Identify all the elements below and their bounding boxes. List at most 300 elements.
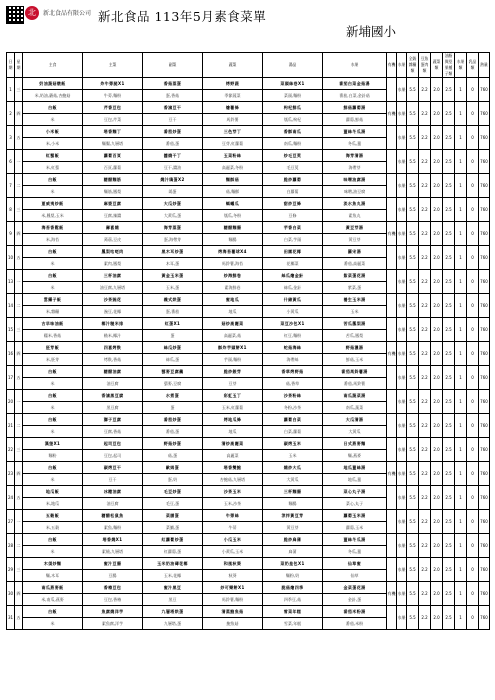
fruit-cell: 水果 [397, 222, 407, 246]
dish-cell: 起司豆包 [83, 438, 143, 450]
dish-cell: 香酥南瓜 [263, 126, 323, 138]
ingredient-cell: 蛋,奶 [143, 474, 203, 486]
ingredient-cell: 菜心,丸子 [323, 498, 387, 510]
ingredient-cell: 地瓜,薑 [323, 474, 387, 486]
day-cell: 28 [7, 534, 15, 558]
nutrition-cell: 2.2 [419, 342, 431, 366]
ingredient-cell: 米 [23, 258, 83, 270]
nutrition-cell: 2.5 [443, 294, 455, 318]
organic-cell [387, 606, 397, 630]
ingredient-cell: 糯米,香菇 [23, 330, 83, 342]
col-soup2: 水果 [323, 53, 387, 78]
ingredient-cell: 米 [23, 402, 83, 414]
nutrition-cell: 2.0 [431, 318, 443, 342]
ingredient-cell: 秋葵 [203, 570, 263, 582]
nutrition-cell: 1 [455, 438, 467, 462]
dish-cell: 脆炒蘿蔔 [263, 174, 323, 186]
nutrition-cell: 0 [467, 414, 479, 438]
dish-cell: 糖醋麵腸 [203, 222, 263, 234]
nutrition-cell: 760 [479, 558, 490, 582]
nutrition-cell: 2.5 [443, 462, 455, 486]
table-row [7, 126, 490, 138]
fruit-cell: 水果 [397, 342, 407, 366]
ingredient-cell: 金針,蛋 [323, 594, 387, 606]
weekday-cell: 三 [15, 198, 23, 222]
organic-cell: 有機 [387, 582, 397, 606]
nutrition-cell: 5.5 [407, 222, 419, 246]
dish-cell: 水煮蛋 [143, 390, 203, 402]
nutrition-cell: 0 [467, 366, 479, 390]
dish-cell: 奶油蔬菇燉飯 [23, 78, 83, 90]
nutrition-cell: 2.2 [419, 78, 431, 102]
nutrition-cell: 1 [455, 366, 467, 390]
nutrition-cell: 1 [455, 318, 467, 342]
table-row [7, 438, 490, 450]
weekday-cell: 五 [15, 606, 23, 630]
col-soup: 湯品 [263, 53, 323, 78]
nutrition-cell: 2.2 [419, 294, 431, 318]
dish-cell: 燒炒大瓜 [263, 462, 323, 474]
day-cell: 31 [7, 606, 15, 630]
nutrition-cell: 2.5 [443, 174, 455, 198]
ingredient-cell: 豆條 [263, 210, 323, 222]
dish-cell: 白飯 [23, 270, 83, 282]
nutrition-cell: 1 [455, 582, 467, 606]
day-cell: 17 [7, 366, 15, 390]
ingredient-cell: 蒟蒻,豆皮 [83, 234, 143, 246]
ingredient-cell: 苦瓜,鳳梨 [323, 330, 387, 342]
nutrition-cell: 5.5 [407, 150, 419, 174]
dish-cell: 南瓜蔬菜湯 [323, 390, 387, 402]
nutrition-cell: 2.2 [419, 318, 431, 342]
dish-cell: 白飯 [23, 414, 83, 426]
ingredient-cell: 油豆腐,九層塔 [83, 282, 143, 294]
nutrition-cell: 760 [479, 510, 490, 534]
dish-cell: 塔香麵丁 [83, 126, 143, 138]
nutrition-cell: 0 [467, 198, 479, 222]
dish-cell: 夏威夷炒飯 [23, 198, 83, 210]
col-day: 日期 [7, 53, 15, 78]
ingredient-cell: 米,南瓜,燕麥 [23, 594, 83, 606]
dish-cell: 白飯 [23, 606, 83, 618]
ingredient-cell: 豆干 [83, 474, 143, 486]
ingredient-cell: 季節蔬菜 [203, 90, 263, 102]
fruit-cell: 水果 [397, 438, 407, 462]
nutrition-cell: 760 [479, 462, 490, 486]
nutrition-cell: 0 [467, 534, 479, 558]
dish-cell: 紅藜飯 [23, 150, 83, 162]
nutrition-cell: 0 [467, 582, 479, 606]
nutrition-cell: 5.5 [407, 342, 419, 366]
weekday-cell: 三 [15, 438, 23, 462]
ingredient-cell: 木耳,蛋 [143, 258, 203, 270]
nutrition-cell: 1 [455, 510, 467, 534]
table-row [7, 222, 490, 234]
nutrition-cell: 2.5 [443, 126, 455, 150]
ingredient-cell: 素燒,九層塔 [83, 546, 143, 558]
nutrition-cell: 2.5 [443, 222, 455, 246]
ingredient-cell: 絲瓜,金針 [263, 282, 323, 294]
nutrition-cell: 2.0 [431, 510, 443, 534]
nutrition-cell: 2.5 [443, 342, 455, 366]
ingredient-cell: 百頁,蘿蔔 [83, 162, 143, 174]
nutrition-cell: 2.0 [431, 486, 443, 510]
dish-cell: 胚芽飯 [23, 342, 83, 354]
day-cell: 1 [7, 78, 15, 102]
nutrition-cell: 2.2 [419, 390, 431, 414]
nutrition-cell: 0 [467, 78, 479, 102]
nutrition-cell: 760 [479, 486, 490, 510]
dish-cell: 古早味油飯 [23, 318, 83, 330]
organic-cell [387, 486, 397, 510]
nutrition-cell: 2.0 [431, 534, 443, 558]
organic-cell [387, 414, 397, 438]
ingredient-cell: 大黃瓜 [263, 474, 323, 486]
day-cell: 6 [7, 150, 15, 174]
nutrition-cell: 1 [455, 270, 467, 294]
nutrition-cell: 2.2 [419, 438, 431, 462]
dish-cell: 彩虹玉丁 [203, 390, 263, 402]
dish-cell: 脆菇燴四季 [263, 582, 323, 594]
nutrition-cell: 1 [455, 222, 467, 246]
nutrition-cell: 0 [467, 222, 479, 246]
fruit-cell: 水果 [397, 486, 407, 510]
organic-cell: 有機 [387, 222, 397, 246]
ingredient-cell: 冬粉,沙茶 [263, 402, 323, 414]
ingredient-cell: 芋頭,麵粉 [203, 354, 263, 366]
table-row [7, 390, 490, 402]
dish-cell: 海苔香鬆飯 [23, 222, 83, 234]
ingredient-cell: 米,雜糧 [23, 306, 83, 318]
nutrition-cell: 1 [455, 486, 467, 510]
ingredient-cell: 小黃瓜 [263, 306, 323, 318]
nutrition-cell: 2.5 [443, 318, 455, 342]
nutrition-cell: 5.5 [407, 126, 419, 150]
nutrition-cell: 2.0 [431, 78, 443, 102]
ingredient-cell: 蛋,海帶芽 [143, 234, 203, 246]
dish-cell: 鮮菇蘿蔔湯 [323, 102, 387, 114]
ingredient-cell: 素魚丸 [323, 210, 387, 222]
nutrition-cell: 1 [455, 150, 467, 174]
ingredient-cell: 素魚,麵粉 [83, 522, 143, 534]
dish-cell: 炸牛蒡腿X1 [83, 78, 143, 90]
dish-cell: 炒毛豆莢 [263, 150, 323, 162]
organic-cell [387, 510, 397, 534]
ingredient-cell: 紅豆,麵粉 [263, 330, 323, 342]
organic-cell [387, 126, 397, 150]
col-calories: 熱量 [479, 53, 490, 78]
nutrition-cell: 5.5 [407, 558, 419, 582]
dish-cell: 五穀飯 [23, 510, 83, 522]
dish-cell: 碳烤豆干 [83, 462, 143, 474]
dish-cell: 蜜地瓜 [203, 294, 263, 306]
nutrition-cell: 2.5 [443, 390, 455, 414]
dish-cell: 糖醋油腐 [83, 366, 143, 378]
ingredient-cell: 麵腸 [203, 234, 263, 246]
dish-cell: 烤海苔薯球X4 [203, 246, 263, 258]
dish-cell: 醬燒干丁 [143, 150, 203, 162]
fruit-cell: 水果 [397, 582, 407, 606]
nutrition-cell: 2.5 [443, 486, 455, 510]
ingredient-cell: 米 [23, 474, 83, 486]
table-row [7, 414, 490, 426]
day-cell: 14 [7, 294, 15, 318]
ingredient-cell: 鴿蛋 [143, 186, 203, 198]
col-side: 副菜 [143, 53, 203, 78]
fruit-cell: 水果 [397, 462, 407, 486]
dish-cell: 義式烘蛋 [143, 294, 203, 306]
dish-cell: 番茄炒蛋 [143, 126, 203, 138]
nutrition-cell: 1 [455, 174, 467, 198]
ingredient-cell: 豆腐,香菇 [83, 426, 143, 438]
ingredient-cell: 小黃瓜,玉米 [203, 546, 263, 558]
nutrition-cell: 1 [455, 342, 467, 366]
ingredient-cell: 麵粉 [23, 450, 83, 462]
nutrition-cell: 2.2 [419, 150, 431, 174]
organic-cell [387, 366, 397, 390]
nutrition-cell: 1 [455, 462, 467, 486]
nutrition-cell: 2.0 [431, 150, 443, 174]
table-row [7, 342, 490, 354]
ingredient-cell: 海帶芽 [323, 162, 387, 174]
dish-cell: 椰汁糙米排 [83, 318, 143, 330]
ingredient-cell: 蛋,番茄 [143, 306, 203, 318]
table-row [7, 486, 490, 498]
col-main: 主菜 [83, 53, 143, 78]
ingredient-cell: 豆干,醬油 [143, 162, 203, 174]
ingredient-cell: 油豆腐 [83, 378, 143, 390]
nutrition-cell: 2.5 [443, 438, 455, 462]
dish-cell: 麻婆豆腐 [83, 198, 143, 210]
ingredient-cell: 菜頭,麵粉 [263, 90, 323, 102]
dish-cell: 野菇炒蛋 [143, 438, 203, 450]
table-row [7, 534, 490, 546]
organic-cell [387, 78, 397, 102]
dish-cell: 烤野蔬 [203, 78, 263, 90]
nutrition-cell: 2.0 [431, 438, 443, 462]
dish-cell: 糖醋麵筋 [83, 174, 143, 186]
dish-cell: 田園花椰 [263, 246, 323, 258]
ingredient-cell: 麵腸,九層塔 [83, 138, 143, 150]
fruit-cell: 水果 [397, 246, 407, 270]
ingredient-cell: 鮑魚菇 [203, 618, 263, 630]
ingredient-cell: 菇,蛋 [143, 450, 203, 462]
nutrition-cell: 5.5 [407, 366, 419, 390]
nutrition-cell: 2.0 [431, 462, 443, 486]
dish-cell: 羅宋湯 [323, 246, 387, 258]
dish-cell: 薑絲冬瓜湯 [323, 534, 387, 546]
weekday-cell: 五 [15, 126, 23, 150]
ingredient-cell: 蛋 [143, 330, 203, 342]
ingredient-cell: 瓠瓜,枸杞 [263, 114, 323, 126]
ingredient-cell: 黑豆 [143, 594, 203, 606]
nutrition-cell: 5.5 [407, 246, 419, 270]
nutrition-cell: 760 [479, 294, 490, 318]
nutrition-cell: 1 [455, 102, 467, 126]
dish-cell: 黃金玉米蛋 [143, 270, 203, 282]
dish-cell: 和風秋葵 [203, 558, 263, 570]
company-name: 新北食品有限公司 [43, 10, 92, 17]
fruit-cell: 水果 [397, 606, 407, 630]
qr-code[interactable] [6, 6, 24, 24]
ingredient-cell: 油豆腐 [83, 498, 143, 510]
ingredient-cell: 豆包,起司 [83, 450, 143, 462]
table-row [7, 510, 490, 522]
ingredient-cell: 毛豆莢 [263, 162, 323, 174]
nutrition-cell: 2.0 [431, 414, 443, 438]
day-cell: 3 [7, 126, 15, 150]
nutrition-cell: 1 [455, 414, 467, 438]
dish-cell: 歐姆蛋 [143, 462, 203, 474]
fruit-cell: 水果 [397, 102, 407, 126]
nutrition-cell: 2.2 [419, 414, 431, 438]
ingredient-cell: 藜麥,豆腐 [143, 378, 203, 390]
nutrition-cell: 760 [479, 414, 490, 438]
dish-cell: 糖醋松鼠魚 [83, 510, 143, 522]
nutrition-cell: 2.2 [419, 270, 431, 294]
nutrition-cell: 0 [467, 342, 479, 366]
weekday-cell: 三 [15, 78, 23, 102]
organic-cell [387, 150, 397, 174]
dish-cell: 蛇菇海絲 [263, 342, 323, 354]
nutrition-cell: 2.5 [443, 582, 455, 606]
nutrition-cell: 760 [479, 390, 490, 414]
ingredient-cell: 米,小米 [23, 138, 83, 150]
col-dairy: 乳品類 [467, 53, 479, 78]
nutrition-cell: 2.0 [431, 294, 443, 318]
dish-cell: 紅蛋X1 [143, 318, 203, 330]
nutrition-cell: 760 [479, 318, 490, 342]
weekday-cell: 五 [15, 246, 23, 270]
ingredient-cell: 麵腸 [263, 498, 323, 510]
dish-cell: 牛蒡絲 [203, 510, 263, 522]
ingredient-cell: 烤麩,香菇 [83, 354, 143, 366]
weekday-cell: 二 [15, 414, 23, 438]
day-cell: 20 [7, 390, 15, 414]
ingredient-cell: 米 [23, 546, 83, 558]
nutrition-cell: 2.2 [419, 126, 431, 150]
nutrition-cell: 2.0 [431, 126, 443, 150]
nutrition-cell: 0 [467, 318, 479, 342]
dish-cell: 絲瓜炒蛋 [143, 342, 203, 354]
ingredient-cell: 白菜,芋頭 [263, 234, 323, 246]
table-row [7, 318, 490, 330]
col-fruitcol: 水果類 [455, 53, 467, 78]
nutrition-cell: 0 [467, 150, 479, 174]
ingredient-cell: 高麗菜 [203, 450, 263, 462]
nutrition-cell: 0 [467, 174, 479, 198]
dish-cell: 塔香燒X1 [83, 534, 143, 546]
nutrition-cell: 5.5 [407, 390, 419, 414]
weekday-cell: 四 [15, 582, 23, 606]
table-row [7, 294, 490, 306]
dish-cell: 涼拌黃豆芽 [263, 510, 323, 522]
weekday-cell: 二 [15, 174, 23, 198]
dish-cell: 薑絲冬瓜湯 [323, 126, 387, 138]
ingredient-cell: 絲瓜,蛋 [143, 354, 203, 366]
dish-cell: 香滷黑豆腐 [83, 390, 143, 402]
ingredient-cell: 豆腐,辣醬 [83, 210, 143, 222]
ingredient-cell: 高麗菜,冬粉 [203, 162, 263, 174]
weekday-cell: 一 [15, 150, 23, 174]
ingredient-cell: 海帶絲 [263, 354, 323, 366]
ingredient-cell: 蘿蔔,玉米 [323, 522, 387, 534]
fruit-cell: 水果 [397, 270, 407, 294]
ingredient-cell: 米 [23, 114, 83, 126]
dish-cell: 藜麥豆腐羹 [143, 366, 203, 378]
ingredient-cell: 玉米,紅蘿蔔 [203, 402, 263, 414]
table-row [7, 462, 490, 474]
dish-cell: 清蒸鮑魚菇 [203, 606, 263, 618]
fruit-cell: 水果 [397, 414, 407, 438]
ingredient-cell: 豆芽 [203, 378, 263, 390]
organic-cell [387, 390, 397, 414]
dish-cell: 三杯麵腸 [263, 486, 323, 498]
dish-cell: 甜炒豆條 [263, 198, 323, 210]
day-cell: 16 [7, 342, 15, 366]
nutrition-cell: 2.0 [431, 606, 443, 630]
dish-cell: 脆炒扁蒲 [263, 534, 323, 546]
dish-cell: 蘿蔔玉米湯 [323, 510, 387, 522]
nutrition-cell: 2.5 [443, 366, 455, 390]
dish-cell: 雪菜年糕 [263, 606, 323, 618]
nutrition-cell: 2.2 [419, 462, 431, 486]
ingredient-cell: 地瓜 [203, 306, 263, 318]
ingredient-cell: 地瓜 [203, 426, 263, 438]
dish-cell: 日式燕麥麵 [323, 438, 387, 450]
col-protein: 豆魚蛋肉類 [419, 53, 431, 78]
ingredient-cell: 番茄,蛋 [143, 426, 203, 438]
ingredient-cell: 冬瓜,薑 [323, 138, 387, 150]
nutrition-cell: 0 [467, 246, 479, 270]
weekday-cell: 四 [15, 462, 23, 486]
dish-cell: 金菜蛋花湯 [323, 582, 387, 594]
nutrition-cell: 2.5 [443, 558, 455, 582]
dish-cell: 漢堡X1 [23, 438, 83, 450]
nutrition-cell: 0 [467, 462, 479, 486]
dish-cell: 白飯 [23, 174, 83, 186]
day-cell: 27 [7, 510, 15, 534]
table-row [7, 582, 490, 594]
nutrition-cell: 2.0 [431, 102, 443, 126]
nutrition-cell: 2.2 [419, 558, 431, 582]
dish-cell: 四喜烤麩 [83, 342, 143, 354]
ingredient-cell: 素魚腐,洋芋 [83, 618, 143, 630]
dish-cell: 養生玉米湯 [323, 294, 387, 306]
ingredient-cell: 米 [23, 186, 83, 198]
col-oil: 油脂與堅果種子類 [443, 53, 455, 78]
ingredient-cell: 番茄,蛋 [143, 138, 203, 150]
col-organic: 有機 [387, 53, 397, 78]
ingredient-cell: 玉米 [263, 450, 323, 462]
weekday-cell: 四 [15, 222, 23, 246]
nutrition-cell: 760 [479, 198, 490, 222]
nutrition-cell: 2.5 [443, 414, 455, 438]
nutrition-cell: 5.5 [407, 318, 419, 342]
nutrition-cell: 2.2 [419, 510, 431, 534]
dish-cell: 芋香白菜 [263, 222, 323, 234]
day-cell: 24 [7, 486, 15, 510]
ingredient-cell: 四季豆,菇 [263, 594, 323, 606]
ingredient-cell: 素海鮮卷 [203, 282, 263, 294]
dish-cell: 沙茶玉米 [203, 486, 263, 498]
nutrition-cell: 5.5 [407, 198, 419, 222]
day-cell: 13 [7, 270, 15, 294]
table-row [7, 270, 490, 282]
nutrition-cell: 760 [479, 342, 490, 366]
fruit-cell: 水果 [397, 174, 407, 198]
nutrition-cell: 760 [479, 102, 490, 126]
